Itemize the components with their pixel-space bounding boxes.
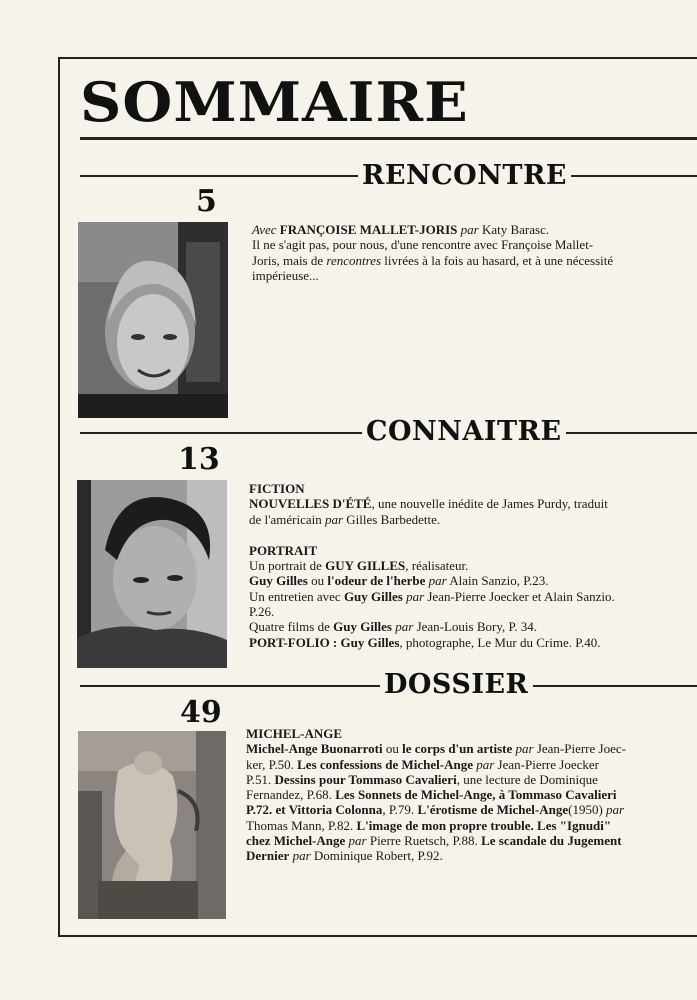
r4-title: Les Sonnets de Michel-Ange, à Tommaso Cavalieri <box>335 787 617 803</box>
text-par: par <box>324 511 344 527</box>
rule-dossier-right <box>518 685 697 687</box>
r8-post: Dominique Robert, P.92. <box>310 848 443 864</box>
portrait-b-post: Alain Sanzio, P.23. <box>446 573 549 589</box>
name-francoise-mallet-joris: FRANÇOISE MALLET-JORIS <box>279 222 458 237</box>
author-katy-barasc: Katy Barasc. <box>478 222 550 237</box>
portrait-d-pre: Quatre films de <box>249 619 334 635</box>
rencontre-line-3a: Joris, mais de <box>252 252 327 268</box>
rencontre-text <box>252 222 662 283</box>
r7-title: chez Michel-Ange <box>246 833 346 849</box>
r5-mid: , P.79. <box>382 802 418 818</box>
title-rule <box>80 137 697 140</box>
label-portrait: PORTRAIT <box>249 542 318 558</box>
r2-post: Jean-Pierre Joecker <box>494 756 599 772</box>
text-par: par <box>472 756 495 772</box>
page-number-connaitre: 13 <box>178 442 220 477</box>
r1-mid: ou <box>382 741 403 757</box>
name-guy-gilles-d: Guy Gilles <box>333 619 392 635</box>
label-michel-ange: MICHEL-ANGE <box>246 726 343 741</box>
text-avec: Avec <box>252 222 280 237</box>
portrait-a-pre: Un portrait de <box>249 558 326 574</box>
page-title: SOMMAIRE <box>80 70 469 134</box>
text-par: par <box>606 802 625 818</box>
page-number-rencontre: 5 <box>196 184 217 219</box>
r3-pre: P.51. <box>246 771 275 787</box>
text-par: par <box>402 588 425 604</box>
photo-michelangelo-fresco <box>78 731 226 919</box>
name-guy-gilles-b: Guy Gilles <box>249 573 308 589</box>
section-heading-dossier: DOSSIER <box>380 669 533 701</box>
rule-rencontre-left <box>80 175 360 177</box>
title-port-folio: PORT-FOLIO : Guy Gilles <box>249 634 400 650</box>
rencontre-line-2: Il ne s'agit pas, pour nous, d'une rencontre avec Françoise Mallet- <box>252 237 594 253</box>
r4-pre: Fernandez, P.68. <box>246 787 336 803</box>
page-number-dossier: 49 <box>180 695 222 730</box>
portrait-a-post: , réalisateur. <box>405 558 469 574</box>
r5-post: (1950) <box>568 802 607 818</box>
label-fiction: FICTION <box>249 481 305 496</box>
portrait-b-mid: ou <box>307 573 328 589</box>
r2-title: Les confessions de Michel-Ange <box>297 756 473 772</box>
portrait-e-post: , photographe, Le Mur du Crime. P.40. <box>399 634 601 650</box>
dossier-text <box>246 726 661 864</box>
text-par: par <box>345 833 367 849</box>
portrait-c-pre: Un entretien avec <box>249 588 344 604</box>
portrait-c-post: Jean-Pierre Joecker et Alain Sanzio. <box>424 588 615 604</box>
rencontre-line-3-italic: rencontres <box>326 252 382 268</box>
r7-title2: Le scandale du Jugement <box>481 833 622 849</box>
section-heading-connaitre: CONNAITRE <box>362 416 566 448</box>
connaitre-text <box>249 481 669 650</box>
r1-post: Jean-Pierre Joec- <box>533 741 626 757</box>
fiction-translator: Gilles Barbedette. <box>343 511 441 527</box>
text-par: par <box>392 619 414 635</box>
r6-pre: Thomas Mann, P.82. <box>246 817 357 833</box>
rule-connaitre-left <box>80 432 364 434</box>
r2-pre: ker, P.50. <box>246 756 298 772</box>
portrait-c2: P.26. <box>249 604 275 620</box>
name-guy-gilles: GUY GILLES <box>325 558 406 574</box>
name-guy-gilles-c: Guy Gilles <box>343 588 403 604</box>
rencontre-line-4: impérieuse... <box>252 267 319 283</box>
portrait-d-post: Jean-Louis Bory, P. 34. <box>413 619 538 635</box>
r1-title: Michel-Ange Buonarroti <box>246 741 383 757</box>
title-odeur-herbe: l'odeur de l'herbe <box>327 573 426 589</box>
r3-title: Dessins pour Tommaso Cavalieri <box>274 771 457 787</box>
fiction-desc: , une nouvelle inédite de James Purdy, traduit <box>371 496 608 512</box>
photo-guy-gilles <box>77 480 227 668</box>
photo-francoise-mallet-joris <box>78 222 228 418</box>
text-par: par <box>512 741 534 757</box>
r8-title: Dernier <box>246 848 290 864</box>
r3-post: , une lecture de Dominique <box>456 771 598 787</box>
fiction-line-2a: de l'américain <box>249 511 325 527</box>
text-par: par <box>457 222 479 237</box>
rencontre-line-3b: livrées à la fois au hasard, et à une nécessité <box>381 252 614 268</box>
r1-title2: le corps d'un artiste <box>402 741 513 757</box>
r6-title: L'image de mon propre trouble. Les "Ignudi" <box>356 817 612 833</box>
text-par: par <box>289 848 311 864</box>
rule-dossier-left <box>80 685 382 687</box>
text-par: par <box>425 573 447 589</box>
r5-title: P.72. et Vittoria Colonna <box>246 802 383 818</box>
section-heading-rencontre: RENCONTRE <box>358 160 571 192</box>
r5-title2: L'érotisme de Michel-Ange <box>417 802 569 818</box>
title-nouvelles-d-ete: NOUVELLES D'ÉTÉ <box>249 496 372 512</box>
r7-post: Pierre Ruetsch, P.88. <box>366 833 482 849</box>
